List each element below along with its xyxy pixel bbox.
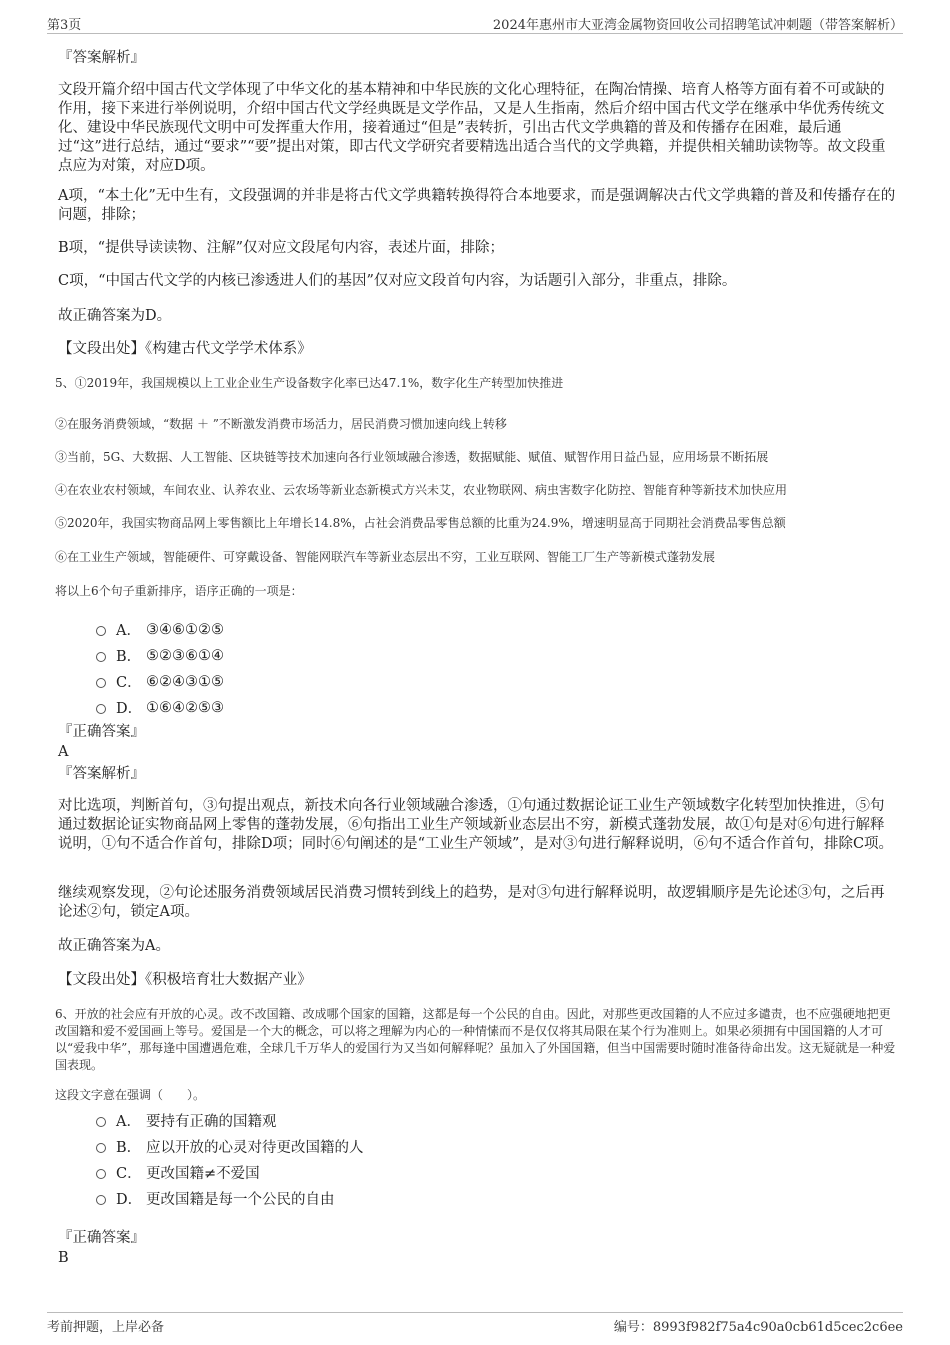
option-letter: A． <box>116 623 141 639</box>
analysis-paragraph: 文段开篇介绍中国古代文学体现了中华文化的基本精神和中华民族的文化心理特征，在陶冶情操、培育人格等方面有着不可或缺的作用，接下来进行举例说明，介绍中国古代文学经典既是文学作品，又是人生指南，然后介绍中国古代文学在继承中华优秀传统文化、建设中华民族现代文明中可发挥重大作用，接着通过“但是”表转折，引出古代文学典籍的普及和传播存在困难，最后通过“这”进行总结，通过“要求”“要”提出对策，即古代文学研究者要精选出适合当代的文学典籍，并提供相关辅助读物等。故文段重点应为对策，对应D项。 <box>58 82 886 174</box>
correct-answer-label: 『正确答案』 <box>58 724 145 740</box>
option-letter: A． <box>116 1114 141 1130</box>
analysis-label: 『答案解析』 <box>58 50 145 66</box>
sentence-3: ③当前，5G、大数据、人工智能、区块链等技术加速向各行业领域融合渗透，数据赋能、赋值、赋智作用日益凸显，应用场景不断拓展 <box>55 450 769 464</box>
option-a[interactable] <box>96 1110 277 1131</box>
analysis-paragraph: A项，“本土化”无中生有，文段强调的并非是将古代文学典籍转换得符合本地要求，而是强调解决古代文学典籍的普及和传播存在的问题，排除； <box>58 188 896 223</box>
option-letter: D． <box>116 701 143 717</box>
sentence-4: ④在农业农村领域，车间农业、认养农业、云农场等新业态新模式方兴未艾，农业物联网、病虫害数字化防控、智能育种等新技术加快应用 <box>55 483 788 497</box>
page-number: 第3页 <box>47 18 82 33</box>
option-b[interactable] <box>96 645 224 666</box>
document-title: 2024年惠州市大亚湾金属物资回收公司招聘笔试冲刺题（带答案解析） <box>492 18 903 33</box>
radio-icon[interactable] <box>96 1143 106 1153</box>
correct-answer-label: 『正确答案』 <box>58 1230 145 1246</box>
option-d[interactable] <box>96 697 224 718</box>
option-text: ⑥②④③①⑤ <box>146 673 224 690</box>
option-c[interactable] <box>96 671 224 692</box>
answer-conclusion: 故正确答案为D。 <box>58 308 172 324</box>
correct-answer: A <box>58 744 69 760</box>
analysis-paragraph: 对比选项，判断首句，③句提出观点，新技术向各行业领域融合渗透，①句通过数据论证工业生产领域数字化转型加快推进，⑤句通过数据论证实物商品网上零售的蓬勃发展，⑥句指出工业生产领域新业态层出不穷，新模式蓬勃发展，故①句是对⑥句进行解释说明，①句不适合作首句，排除D项；同时⑥句阐述的是“工业生产领域”，是对③句进行解释说明，⑥句不适合作首句，排除C项。 <box>58 798 894 852</box>
analysis-label: 『答案解析』 <box>58 766 145 782</box>
sentence-1: 5、①2019年，我国规模以上工业企业生产设备数字化率已达47.1%，数字化生产转型加快推进 <box>55 376 564 390</box>
source-citation: 【文段出处】《积极培育壮大数据产业》 <box>58 972 312 988</box>
option-d[interactable] <box>96 1188 335 1209</box>
option-text: ③④⑥①②⑤ <box>146 621 224 638</box>
option-a[interactable] <box>96 619 224 640</box>
option-letter: C． <box>116 675 142 691</box>
radio-icon[interactable] <box>96 626 106 636</box>
option-text: 要持有正确的国籍观 <box>146 1114 277 1130</box>
question-stem: 6、开放的社会应有开放的心灵。改不改国籍、改成哪个国家的国籍，这都是每一个公民的自由。因此，对那些更改国籍的人不应过多谴责，也不应强硬地把更改国籍和爱不爱国画上等号。爱国是一个大的概念，可以将之理解为内心的一种情愫而不是仅仅将其局限在某个行为准则上。如果必须拥有中国国籍的人才可以“爱我中华”，那每逢中国遭遇危难，全球几千万华人的爱国行为又当如何解释呢？虽加入了外国国籍，但当中国需要时随时准备待命出发。这无疑就是一种爱国表现。 <box>55 1007 896 1072</box>
option-text: ①⑥④②⑤③ <box>146 699 224 716</box>
option-text: 更改国籍≠不爱国 <box>146 1166 260 1182</box>
analysis-paragraph: B项，“提供导读读物、注解”仅对应文段尾句内容，表述片面，排除； <box>58 240 504 256</box>
sentence-5: ⑤2020年，我国实物商品网上零售额比上年增长14.8%，占社会消费品零售总额的比重为24.9%，增速明显高于同期社会消费品零售总额 <box>55 516 786 530</box>
document-id: 编号：8993f982f75a4c90a0cb61d5cec2c6ee <box>613 1320 903 1335</box>
correct-answer: B <box>58 1250 69 1266</box>
option-b[interactable] <box>96 1136 364 1157</box>
option-letter: B． <box>116 649 142 665</box>
sentence-2: ②在服务消费领域，“数据 ＋ ”不断激发消费市场活力，居民消费习惯加速向线上转移 <box>55 417 507 431</box>
analysis-paragraph: C项，“中国古代文学的内核已渗透进人们的基因”仅对应文段首句内容，为话题引入部分，非重点，排除。 <box>58 273 737 289</box>
sentence-6: ⑥在工业生产领域，智能硬件、可穿戴设备、智能网联汽车等新业态层出不穷，工业互联网、智能工厂生产等新模式蓬勃发展 <box>55 550 716 564</box>
radio-icon[interactable] <box>96 1195 106 1205</box>
footer-slogan: 考前押题，上岸必备 <box>47 1320 165 1335</box>
question-prompt: 这段文字意在强调（ ）。 <box>55 1088 206 1102</box>
radio-icon[interactable] <box>96 1117 106 1127</box>
header-divider <box>47 33 903 34</box>
radio-icon[interactable] <box>96 652 106 662</box>
footer-divider <box>47 1312 903 1313</box>
radio-icon[interactable] <box>96 678 106 688</box>
option-c[interactable] <box>96 1162 260 1183</box>
answer-conclusion: 故正确答案为A。 <box>58 938 170 954</box>
source-citation: 【文段出处】《构建古代文学学术体系》 <box>58 341 312 357</box>
option-letter: C． <box>116 1166 142 1182</box>
radio-icon[interactable] <box>96 704 106 714</box>
option-text: ⑤②③⑥①④ <box>146 647 224 664</box>
option-letter: B． <box>116 1140 142 1156</box>
analysis-paragraph: 继续观察发现，②句论述服务消费领域居民消费习惯转到线上的趋势，是对③句进行解释说明，故逻辑顺序是先论述③句，之后再论述②句，锁定A项。 <box>58 885 885 920</box>
question-stem: 将以上6个句子重新排序，语序正确的一项是： <box>55 584 303 598</box>
option-letter: D． <box>116 1192 143 1208</box>
radio-icon[interactable] <box>96 1169 106 1179</box>
option-text: 应以开放的心灵对待更改国籍的人 <box>146 1140 364 1156</box>
option-text: 更改国籍是每一个公民的自由 <box>146 1192 335 1208</box>
